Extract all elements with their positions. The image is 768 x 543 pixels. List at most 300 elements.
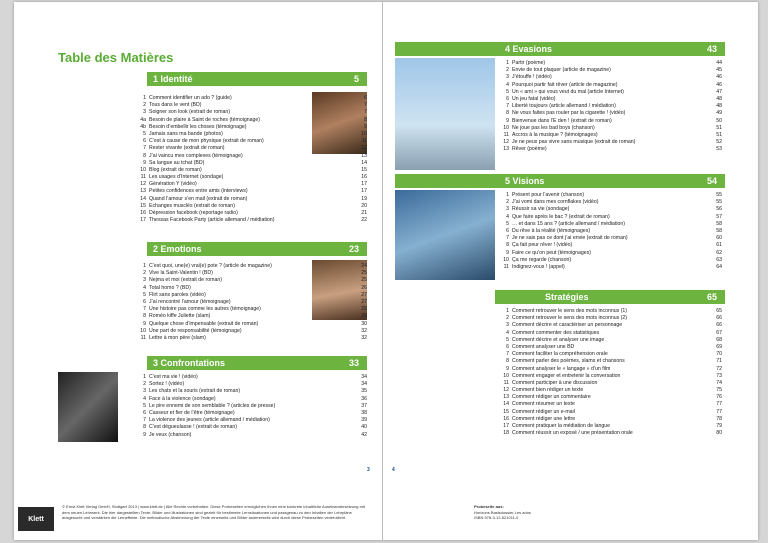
- entry-page: 60: [716, 235, 722, 242]
- entry-number: 9: [506, 249, 509, 256]
- entry-page: 7: [364, 102, 367, 109]
- entry-page: 24: [361, 263, 367, 269]
- entry-page: 45: [716, 67, 722, 74]
- toc-entry[interactable]: [137, 374, 367, 381]
- entry-title: Une part de responsabilité (témoignage): [149, 327, 242, 334]
- entry-title: Indignez-vous ! (appel): [512, 263, 565, 270]
- entry-number: 10: [140, 166, 146, 173]
- toc-entry[interactable]: [500, 423, 722, 430]
- toc-entry[interactable]: [137, 145, 367, 152]
- entry-page: 77: [716, 408, 722, 415]
- entry-page: 62: [716, 249, 722, 256]
- list-confrontations: [137, 374, 367, 439]
- entry-title: Rester vivante (extrait de roman): [149, 145, 225, 152]
- toc-entry[interactable]: [137, 196, 367, 203]
- section-visions-bar[interactable]: [395, 174, 725, 188]
- entry-page: 66: [716, 315, 722, 322]
- toc-entry[interactable]: [137, 381, 367, 388]
- entry-page: 58: [716, 220, 722, 227]
- toc-entry[interactable]: [137, 174, 367, 181]
- entry-page: 34: [361, 381, 367, 388]
- entry-number: 3: [143, 277, 146, 284]
- toc-entry[interactable]: [137, 102, 367, 109]
- entry-number: 8: [143, 152, 146, 159]
- klett-logo: Klett: [18, 507, 54, 531]
- entry-title: Que faire après le bac ? (extrait de roman): [512, 213, 610, 220]
- toc-entry[interactable]: [137, 335, 367, 342]
- entry-page: 40: [361, 424, 367, 431]
- entry-number: 17: [503, 423, 509, 429]
- entry-title: … et dans 15 ans ? (article allemand / médiation): [512, 220, 626, 227]
- list-strategies: [500, 308, 722, 437]
- entry-title: Une histoire pas comme les autres (témoignage): [149, 306, 261, 313]
- entry-number: 8: [143, 313, 146, 320]
- toc-entry[interactable]: [500, 67, 722, 74]
- section-page: 23: [348, 244, 359, 254]
- entry-number: 10: [503, 124, 509, 131]
- toc-entry[interactable]: [137, 299, 367, 306]
- entry-page: 51: [716, 131, 722, 138]
- entry-page: 70: [716, 351, 722, 358]
- toc-entry[interactable]: [500, 250, 722, 257]
- entry-number: 1: [143, 95, 146, 101]
- toc-entry[interactable]: [500, 373, 722, 380]
- toc-entry[interactable]: [500, 387, 722, 394]
- entry-number: 6: [143, 409, 146, 416]
- entry-title: Partir (poème): [512, 60, 546, 66]
- footer-sample: [474, 504, 624, 521]
- entry-page: 32: [361, 334, 367, 341]
- entry-number: 13: [503, 146, 509, 153]
- toc-entry[interactable]: [137, 95, 367, 102]
- entry-title: Comment parler des poèmes, slams et chansons: [512, 358, 625, 365]
- entry-page: 46: [716, 81, 722, 88]
- entry-title: Comment engager et entretenir la conversation: [512, 372, 621, 379]
- entry-page: 27: [361, 291, 367, 298]
- toc-entry[interactable]: [137, 410, 367, 417]
- entry-page: 11: [361, 138, 367, 145]
- entry-page: 47: [716, 88, 722, 95]
- toc-entry[interactable]: [137, 388, 367, 395]
- entry-number: 4b: [140, 123, 146, 130]
- entry-number: 7: [506, 351, 509, 358]
- entry-title: Envie de tout plaquer (article de magazine): [512, 67, 611, 74]
- toc-entry[interactable]: [137, 432, 367, 439]
- entry-page: 75: [716, 387, 722, 394]
- toc-entry[interactable]: [137, 277, 367, 284]
- entry-number: 5: [506, 336, 509, 343]
- toc-entry[interactable]: [137, 321, 367, 328]
- entry-number: 6: [506, 95, 509, 102]
- toc-title: Table des Matières: [58, 50, 174, 65]
- entry-number: 1: [506, 308, 509, 314]
- entry-number: 16: [140, 210, 146, 216]
- toc-entry[interactable]: [500, 401, 722, 408]
- entry-page: 29: [361, 313, 367, 320]
- toc-entry[interactable]: [500, 358, 722, 365]
- entry-number: 14: [140, 195, 146, 202]
- footer-sample-isbn: ISBN 978-3-12-521011-0: [474, 515, 519, 520]
- toc-entry[interactable]: [137, 217, 367, 224]
- toc-entry[interactable]: [500, 221, 722, 228]
- entry-number: 11: [140, 334, 146, 341]
- entry-page: 69: [716, 343, 722, 350]
- toc-entry[interactable]: [500, 394, 722, 401]
- toc-entry[interactable]: [500, 344, 722, 351]
- toc-entry[interactable]: [500, 366, 722, 373]
- section-page: 33: [348, 358, 359, 368]
- toc-entry[interactable]: [137, 188, 367, 195]
- entry-page: 36: [361, 395, 367, 402]
- toc-entry[interactable]: [137, 403, 367, 410]
- entry-title: Comment faciliter la compréhension orale: [512, 351, 608, 358]
- section-identite-bar[interactable]: [147, 72, 367, 86]
- entry-page: 52: [716, 139, 722, 146]
- entry-title: Comment analyser une BD: [512, 343, 575, 350]
- entry-number: 18: [503, 430, 509, 437]
- entry-number: 11: [140, 174, 146, 181]
- entry-page: 72: [716, 365, 722, 372]
- toc-entry[interactable]: [500, 118, 722, 125]
- entry-number: 7: [143, 417, 146, 424]
- entry-page: 51: [716, 124, 722, 131]
- entry-page: 77: [716, 401, 722, 408]
- section-label: 5 Visions: [505, 176, 545, 186]
- toc-entry[interactable]: [500, 315, 722, 322]
- entry-number: 17: [140, 217, 146, 224]
- entry-title: Comment rédiger une lettre: [512, 415, 576, 422]
- entry-number: 4: [506, 329, 509, 336]
- entry-number: 4: [506, 213, 509, 220]
- entry-page: 48: [716, 103, 722, 110]
- entry-page: 73: [716, 372, 722, 379]
- toc-entry[interactable]: [500, 330, 722, 337]
- toc-entry[interactable]: [137, 167, 367, 174]
- toc-entry[interactable]: [500, 103, 722, 110]
- entry-number: 9: [143, 320, 146, 327]
- entry-title: Ça fait peur rêver ! (vidéo): [512, 242, 573, 249]
- entry-number: 16: [503, 415, 509, 422]
- entry-page: 26: [361, 284, 367, 291]
- entry-page: 37: [361, 402, 367, 409]
- entry-title: Comment analyser le « langage » d’un film: [512, 365, 611, 372]
- toc-entry[interactable]: [500, 235, 722, 242]
- entry-title: Casseur et fier de l’être (témoignage): [149, 409, 235, 416]
- toc-entry[interactable]: [137, 396, 367, 403]
- toc-entry[interactable]: [500, 60, 722, 67]
- toc-entry[interactable]: [500, 192, 722, 199]
- entry-number: 3: [143, 388, 146, 395]
- footer-sample-book: Horizons Basisdossier Les ados: [474, 509, 531, 515]
- toc-entry[interactable]: [500, 110, 722, 117]
- toc-entry[interactable]: [137, 292, 367, 299]
- entry-title: Réussir sa vie (sondage): [512, 206, 570, 213]
- toc-entry[interactable]: [500, 264, 722, 271]
- toc-entry[interactable]: [137, 328, 367, 335]
- entry-number: 5: [143, 402, 146, 409]
- entry-page: 8: [364, 116, 367, 123]
- toc-entry[interactable]: [500, 337, 722, 344]
- toc-entry[interactable]: [500, 322, 722, 329]
- entry-number: 11: [503, 379, 509, 386]
- toc-entry[interactable]: [500, 409, 722, 416]
- entry-page: 17: [361, 188, 367, 195]
- photo-jumping: [395, 58, 495, 170]
- entry-number: 12: [140, 181, 146, 188]
- list-visions: [500, 192, 722, 271]
- entry-title: Comment retrouver le sens des mots inconnus (2): [512, 315, 628, 322]
- toc-entry[interactable]: [500, 430, 722, 437]
- entry-page: 42: [361, 431, 367, 438]
- toc-entry[interactable]: [500, 214, 722, 221]
- toc-entry[interactable]: [137, 153, 367, 160]
- entry-number: 8: [506, 110, 509, 117]
- entry-page: 14: [361, 159, 367, 166]
- entry-number: 2: [506, 315, 509, 322]
- entry-number: 1: [143, 374, 146, 380]
- toc-entry[interactable]: [500, 146, 722, 153]
- entry-title: Jamais sans ma bande (photos): [149, 130, 223, 137]
- entry-number: 4: [143, 395, 146, 402]
- toc-entry[interactable]: [500, 206, 722, 213]
- entry-number: 1: [506, 60, 509, 66]
- toc-entry[interactable]: [137, 131, 367, 138]
- toc-entry[interactable]: [500, 416, 722, 423]
- entry-page: 32: [361, 327, 367, 334]
- entry-number: 8: [506, 242, 509, 249]
- entry-number: 2: [506, 67, 509, 74]
- toc-entry[interactable]: [137, 109, 367, 116]
- toc-entry[interactable]: [500, 125, 722, 132]
- entry-title: Comment pratiquer la médiation de langue: [512, 423, 611, 429]
- toc-entry[interactable]: [500, 74, 722, 81]
- toc-entry[interactable]: [500, 82, 722, 89]
- toc-entry[interactable]: [137, 285, 367, 292]
- entry-title: Comment retrouver le sens des mots inconnus (1): [512, 308, 628, 314]
- footer-legal: © Ernst Klett Verlag GmbH, Stuttgart 2013 | www.klett.de | Alle Rechte vorbehalten. Diese Probeseiten ermöglichen Ihnen eine konkrete inhaltliche Auseinandersetzung mit dem neuen Lehrwerk. Die hier dargestellten Texte, Bilder und Illustrationen sind gezielt für bestimmte Lernsituationen und passgenau zu den Inhalten der Lehrpläne ausgesucht und verstärken die Lerneffekte. Die methodische Abstimmung der Texte einerseits und Bilder andererseits wird durch diese Probeseiten verdeutlicht.: [62, 504, 365, 520]
- toc-entry[interactable]: [500, 257, 722, 264]
- entry-number: 15: [140, 202, 146, 209]
- section-label: 4 Evasions: [505, 44, 553, 54]
- entry-title: Soigner son look (extrait de roman): [149, 109, 231, 116]
- section-page: 54: [706, 176, 717, 186]
- toc-entry[interactable]: [137, 138, 367, 145]
- entry-page: 71: [716, 358, 722, 365]
- entry-page: 57: [716, 213, 722, 220]
- entry-title: Quelque chose d’impensable (extrait de roman): [149, 320, 259, 327]
- entry-page: 49: [716, 110, 722, 117]
- section-page: 43: [706, 44, 717, 54]
- entry-title: Comment identifier un ado ? (guide): [149, 95, 232, 101]
- entry-title: Vive la Saint-Valentin ! (BD): [149, 270, 213, 277]
- toc-entry[interactable]: [137, 424, 367, 431]
- entry-number: 12: [503, 387, 509, 394]
- section-confrontations-bar[interactable]: [147, 356, 367, 370]
- photo-vision: [395, 190, 495, 280]
- entry-number: 1: [143, 263, 146, 269]
- entry-title: Flirt sans paroles (vidéo): [149, 291, 206, 298]
- entry-page: 25: [361, 270, 367, 277]
- toc-entry[interactable]: [500, 308, 722, 315]
- entry-title: Présent pour l’avenir (chanson): [512, 192, 585, 198]
- toc-entry[interactable]: [137, 270, 367, 277]
- entry-page: 65: [716, 308, 722, 314]
- entry-title: Bienvenue dans l’E den ! (extrait de roman): [512, 117, 612, 124]
- entry-page: 53: [716, 146, 722, 153]
- entry-title: Besoin d’embellir les choses (témoignage): [149, 123, 247, 130]
- entry-page: 64: [716, 263, 722, 270]
- entry-number: 7: [143, 306, 146, 313]
- entry-page: 13: [361, 152, 367, 159]
- entry-title: Pourquoi partir fait rêver (article de magazine): [512, 81, 618, 88]
- entry-title: Je ne sais pas ce dont j’ai envie (extrait de roman): [512, 235, 628, 242]
- toc-entry[interactable]: [500, 228, 722, 235]
- toc-entry[interactable]: [137, 210, 367, 217]
- entry-number: 8: [506, 358, 509, 365]
- entry-title: Échanges musclés (extrait de roman): [149, 202, 235, 209]
- entry-number: 14: [503, 401, 509, 408]
- entry-title: Comment bien rédiger un texte: [512, 387, 584, 394]
- toc-entry[interactable]: [500, 89, 722, 96]
- section-evasions-bar[interactable]: [395, 42, 725, 56]
- entry-number: 3: [506, 322, 509, 329]
- entry-title: Comment rédiger un e-mail: [512, 408, 575, 415]
- entry-title: Petites confidences entre amis (interviews): [149, 188, 248, 195]
- entry-page: 22: [361, 217, 367, 224]
- entry-page: 19: [361, 195, 367, 202]
- entry-number: 4: [506, 81, 509, 88]
- entry-number: 13: [140, 188, 146, 195]
- entry-number: 11: [503, 131, 509, 138]
- list-identite: [137, 95, 367, 224]
- toc-entry[interactable]: [137, 306, 367, 313]
- entry-title: Comment commenter des statistiques: [512, 329, 600, 336]
- toc-entry[interactable]: [500, 139, 722, 146]
- entry-title: Thessas Facebook Party (article allemand / médiation): [149, 217, 275, 224]
- toc-entry[interactable]: [500, 351, 722, 358]
- entry-page: 21: [361, 210, 367, 216]
- toc-entry[interactable]: [137, 160, 367, 167]
- entry-title: Ne vous faites pas rouler par la cigarette ! (vidéo): [512, 110, 626, 117]
- entry-number: 8: [143, 424, 146, 431]
- entry-number: 3: [506, 74, 509, 81]
- entry-title: Je veux (chanson): [149, 431, 192, 438]
- toc-entry[interactable]: [500, 96, 722, 103]
- entry-number: 6: [506, 227, 509, 234]
- entry-title: Comment réussir un exposé / une présentation orale: [512, 430, 633, 437]
- entry-title: Les chats et la souris (extrait de roman): [149, 388, 241, 395]
- entry-title: Les usages d’Internet (sondage): [149, 174, 224, 181]
- entry-page: 78: [716, 415, 722, 422]
- entry-number: 12: [503, 139, 509, 146]
- entry-title: Un jeu fatal (vidéo): [512, 95, 556, 102]
- entry-page: 27: [361, 298, 367, 305]
- entry-page: 34: [361, 374, 367, 380]
- entry-number: 9: [506, 365, 509, 372]
- page-fold: [382, 2, 383, 540]
- entry-title: Blog (extrait de roman): [149, 166, 202, 173]
- list-emotions: [137, 263, 367, 342]
- toc-entry[interactable]: [137, 181, 367, 188]
- entry-page: 35: [361, 388, 367, 395]
- left-page-number: 3: [367, 467, 370, 473]
- entry-title: C’est quoi, une(e) vrai(e) pote ? (article de magazine): [149, 263, 272, 269]
- entry-number: 6: [506, 343, 509, 350]
- entry-number: 3: [143, 109, 146, 116]
- entry-number: 5: [143, 291, 146, 298]
- entry-page: 9: [364, 123, 367, 130]
- entry-number: 7: [506, 103, 509, 110]
- section-page: 5: [353, 74, 359, 84]
- entry-title: Roméo kiffe Juliette (slam): [149, 313, 211, 320]
- list-evasions: [500, 60, 722, 153]
- entry-number: 1: [506, 192, 509, 198]
- toc-entry[interactable]: [137, 263, 367, 270]
- toc-entry[interactable]: [137, 203, 367, 210]
- entry-title: Face à la violence (sondage): [149, 395, 216, 402]
- section-page: 65: [706, 292, 717, 302]
- toc-entry[interactable]: [500, 132, 722, 139]
- entry-number: 5: [506, 88, 509, 95]
- entry-title: Rêver (poème): [512, 146, 547, 153]
- entry-number: 4a: [140, 116, 146, 123]
- entry-title: Comment décrire et caractériser un personnage: [512, 322, 623, 329]
- entry-title: Du rêve à la réalité (témoignages): [512, 227, 591, 234]
- entry-page: 6: [364, 95, 367, 101]
- entry-page: 76: [716, 394, 722, 401]
- entry-page: 15: [361, 166, 367, 173]
- entry-title: Comment décrire et analyser une image: [512, 336, 605, 343]
- toc-entry[interactable]: [137, 117, 367, 124]
- toc-entry[interactable]: [500, 380, 722, 387]
- entry-title: Comment rédiger un commentaire: [512, 394, 591, 401]
- entry-page: 79: [716, 423, 722, 429]
- entry-page: 30: [361, 320, 367, 327]
- entry-number: 10: [503, 372, 509, 379]
- entry-number: 2: [143, 102, 146, 109]
- entry-title: Le pire ennemi de son semblable ? (articles de presse): [149, 402, 276, 409]
- entry-page: 61: [716, 242, 722, 249]
- entry-page: 74: [716, 379, 722, 386]
- section-label: 2 Emotions: [153, 244, 202, 254]
- section-label: 3 Confrontations: [153, 358, 225, 368]
- entry-title: J’ai vomi dans mes cornflakes (vidéo): [512, 199, 599, 206]
- entry-page: 38: [361, 409, 367, 416]
- section-emotions-bar[interactable]: [147, 242, 367, 256]
- entry-number: 9: [143, 431, 146, 438]
- toc-entry[interactable]: [137, 417, 367, 424]
- entry-title: C’est à cause de mon physique (extrait de roman): [149, 138, 264, 145]
- toc-entry[interactable]: [137, 124, 367, 131]
- toc-entry[interactable]: [500, 242, 722, 249]
- entry-page: 39: [361, 417, 367, 424]
- entry-title: Total homo ? (BD): [149, 284, 191, 291]
- entry-number: 5: [143, 130, 146, 137]
- entry-page: 66: [716, 322, 722, 329]
- entry-title: J’étouffe ! (vidéo): [512, 74, 552, 81]
- entry-page: 44: [716, 60, 722, 66]
- entry-number: 15: [503, 408, 509, 415]
- toc-entry[interactable]: [500, 199, 722, 206]
- entry-page: 28: [361, 306, 367, 313]
- entry-title: Tous dans le vent (BD): [149, 102, 202, 109]
- entry-title: Comment résumer un texte: [512, 401, 575, 408]
- section-strategies-bar[interactable]: [495, 290, 725, 304]
- toc-entry[interactable]: [137, 313, 367, 320]
- entry-page: 50: [716, 117, 722, 124]
- entry-title: C’est ma vie ! (vidéo): [149, 374, 198, 380]
- entry-number: 2: [143, 270, 146, 277]
